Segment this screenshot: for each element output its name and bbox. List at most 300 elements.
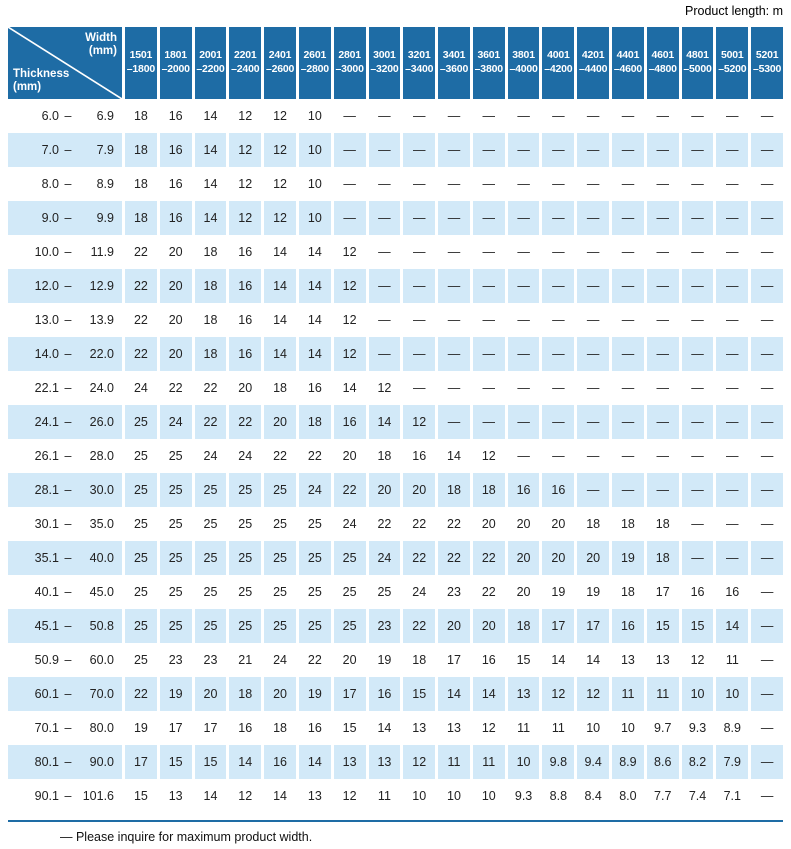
length-value-cell: 19 xyxy=(299,677,331,711)
length-value-cell: 25 xyxy=(125,473,157,507)
length-value-cell: — xyxy=(656,109,669,123)
length-value-cell: 13 xyxy=(168,789,183,803)
thickness-axis-label: Thickness (mm) xyxy=(13,67,70,93)
length-value-cell: — xyxy=(447,313,461,327)
length-value-cell: 16 xyxy=(160,201,192,235)
table-row xyxy=(8,439,783,473)
length-value-cell: 20 xyxy=(542,541,574,575)
length-value-cell: — xyxy=(760,245,774,259)
length-value-cell: 18 xyxy=(125,201,157,235)
length-value-cell: 18 xyxy=(508,609,540,643)
length-value-cell: — xyxy=(647,201,679,235)
length-value-cell: 16 xyxy=(334,405,366,439)
length-value-cell: 14 xyxy=(203,109,218,123)
length-value-cell: — xyxy=(577,405,609,439)
length-value-cell: 12 xyxy=(481,721,496,735)
length-value-cell: 14 xyxy=(229,745,261,779)
length-value-cell: 14 xyxy=(203,789,218,803)
length-value-cell: — xyxy=(726,109,739,123)
length-value-cell: — xyxy=(473,337,505,371)
length-value-cell: 22 xyxy=(447,517,461,531)
width-column-header: 3801 –4000 xyxy=(508,27,540,99)
length-value-cell: 12 xyxy=(342,313,357,327)
length-value-cell: 9.3 xyxy=(514,789,533,803)
length-value-cell: — xyxy=(656,381,669,395)
length-value-cell: 10 xyxy=(716,677,748,711)
length-value-cell: 22 xyxy=(125,337,157,371)
length-value-cell: 10 xyxy=(586,721,601,735)
length-value-cell: — xyxy=(517,245,530,259)
length-value-cell: 12 xyxy=(238,789,253,803)
table-row xyxy=(8,745,783,779)
width-column-header: 3201 –3400 xyxy=(403,27,435,99)
table-row xyxy=(8,711,783,745)
length-value-cell: 18 xyxy=(203,245,218,259)
length-value-cell: 10 xyxy=(299,133,331,167)
length-value-cell: 12 xyxy=(229,133,261,167)
length-value-cell: — xyxy=(552,313,565,327)
length-value-cell: — xyxy=(726,381,739,395)
length-value-cell: 24 xyxy=(160,405,192,439)
length-value-cell: 25 xyxy=(160,541,192,575)
length-value-cell: — xyxy=(586,177,600,191)
length-value-cell: 10 xyxy=(481,789,496,803)
length-value-cell: 22 xyxy=(307,449,322,463)
length-value-cell: — xyxy=(716,201,748,235)
dash-footnote: — Please inquire for maximum product width. xyxy=(60,830,313,844)
length-value-cell: 12 xyxy=(238,109,253,123)
length-value-cell: — xyxy=(378,313,391,327)
length-value-cell: 25 xyxy=(168,585,183,599)
width-column-header: 4601 –4800 xyxy=(647,27,679,99)
width-column-header: 5201 –5300 xyxy=(751,27,783,99)
length-value-cell: — xyxy=(691,245,704,259)
length-value-cell: 24 xyxy=(238,449,253,463)
length-value-cell: 22 xyxy=(377,517,392,531)
length-value-cell: 25 xyxy=(133,653,148,667)
length-value-cell: 16 xyxy=(168,109,183,123)
length-value-cell: — xyxy=(586,245,600,259)
thickness-range: 8.0 – 8.9 xyxy=(41,177,114,191)
length-value-cell: — xyxy=(760,109,774,123)
length-value-cell: 18 xyxy=(438,473,470,507)
length-value-cell: — xyxy=(647,133,679,167)
length-value-cell: 18 xyxy=(412,653,427,667)
length-value-cell: 8.9 xyxy=(612,745,644,779)
length-value-cell: 22 xyxy=(273,449,287,463)
length-value-cell: 24 xyxy=(369,541,401,575)
length-value-cell: 14 xyxy=(307,245,322,259)
length-value-cell: 25 xyxy=(273,517,287,531)
length-value-cell: 17 xyxy=(577,609,609,643)
width-column-header: 2801 –3000 xyxy=(334,27,366,99)
table-row xyxy=(8,507,783,541)
length-value-cell: — xyxy=(751,609,783,643)
table-row xyxy=(8,337,783,371)
length-value-cell: — xyxy=(726,313,739,327)
length-value-cell: — xyxy=(751,677,783,711)
length-value-cell: 25 xyxy=(307,517,322,531)
length-value-cell: — xyxy=(751,541,783,575)
length-value-cell: 13 xyxy=(307,789,322,803)
length-value-cell: 18 xyxy=(133,177,148,191)
length-value-cell: 14 xyxy=(342,381,357,395)
length-value-cell: 12 xyxy=(481,449,496,463)
length-value-cell: 14 xyxy=(369,405,401,439)
length-value-cell: 23 xyxy=(447,585,461,599)
length-value-cell: 20 xyxy=(168,313,183,327)
length-value-cell: 19 xyxy=(133,721,148,735)
length-value-cell: 20 xyxy=(516,517,531,531)
length-value-cell: 12 xyxy=(342,245,357,259)
length-value-cell: 23 xyxy=(369,609,401,643)
length-value-cell: — xyxy=(403,133,435,167)
length-value-cell: 10 xyxy=(682,677,714,711)
length-value-cell: 7.1 xyxy=(723,789,741,803)
length-value-cell: 11 xyxy=(517,721,531,735)
table-row xyxy=(8,609,783,643)
length-value-cell: — xyxy=(378,109,391,123)
width-column-header: 3401 –3600 xyxy=(438,27,470,99)
length-value-cell: — xyxy=(586,109,600,123)
length-value-cell: 16 xyxy=(229,337,261,371)
length-value-cell: 18 xyxy=(195,337,227,371)
length-value-cell: 14 xyxy=(438,677,470,711)
length-value-cell: 9.4 xyxy=(577,745,609,779)
length-value-cell: 13 xyxy=(369,745,401,779)
length-value-cell: 22 xyxy=(133,245,148,259)
length-value-cell: — xyxy=(716,541,748,575)
length-value-cell: — xyxy=(577,133,609,167)
length-value-cell: 12 xyxy=(334,269,366,303)
length-value-cell: — xyxy=(542,337,574,371)
length-value-cell: 17 xyxy=(447,653,461,667)
width-column-header: 3601 –3800 xyxy=(473,27,505,99)
length-value-cell: 14 xyxy=(195,133,227,167)
thickness-range: 22.1 – 24.0 xyxy=(34,381,114,395)
length-value-cell: — xyxy=(552,109,565,123)
length-value-cell: 24 xyxy=(412,585,427,599)
length-value-cell: 25 xyxy=(273,585,287,599)
length-value-cell: — xyxy=(438,405,470,439)
length-value-cell: — xyxy=(716,405,748,439)
length-value-cell: 16 xyxy=(307,721,322,735)
length-value-cell: 16 xyxy=(160,133,192,167)
length-value-cell: — xyxy=(751,405,783,439)
length-value-cell: 16 xyxy=(264,745,296,779)
length-value-cell: 10 xyxy=(508,745,540,779)
length-value-cell: 13 xyxy=(412,721,427,735)
length-value-cell: 22 xyxy=(412,517,427,531)
length-value-cell: 24 xyxy=(133,381,148,395)
length-value-cell: 20 xyxy=(516,585,531,599)
length-value-cell: 24 xyxy=(203,449,218,463)
length-value-cell: — xyxy=(716,473,748,507)
length-value-cell: — xyxy=(656,177,669,191)
length-value-cell: 20 xyxy=(473,609,505,643)
length-value-cell: 22 xyxy=(125,677,157,711)
length-value-cell: — xyxy=(552,449,565,463)
length-value-cell: 22 xyxy=(133,313,148,327)
length-value-cell: — xyxy=(447,245,461,259)
length-value-cell: 13 xyxy=(655,653,670,667)
length-value-cell: 14 xyxy=(273,313,287,327)
length-value-cell: 14 xyxy=(299,269,331,303)
length-value-cell: 14 xyxy=(473,677,505,711)
length-value-cell: 18 xyxy=(620,585,635,599)
length-value-cell: — xyxy=(621,449,635,463)
table-row xyxy=(8,167,783,201)
length-value-cell: — xyxy=(412,313,426,327)
length-value-cell: 13 xyxy=(508,677,540,711)
length-value-cell: 7.9 xyxy=(716,745,748,779)
length-value-cell: 24 xyxy=(273,653,287,667)
length-value-cell: — xyxy=(691,177,704,191)
length-value-cell: — xyxy=(378,245,391,259)
length-value-cell: 12 xyxy=(334,337,366,371)
length-value-cell: — xyxy=(403,201,435,235)
length-value-cell: 11 xyxy=(725,653,739,667)
length-value-cell: 15 xyxy=(133,789,148,803)
length-value-cell: — xyxy=(691,449,704,463)
length-value-cell: — xyxy=(508,337,540,371)
length-value-cell: 25 xyxy=(342,585,357,599)
length-value-cell: — xyxy=(612,405,644,439)
length-value-cell: — xyxy=(716,133,748,167)
thickness-range: 90.1 – 101.6 xyxy=(34,789,114,803)
length-value-cell: 12 xyxy=(577,677,609,711)
product-length-table xyxy=(8,27,783,813)
length-value-cell: — xyxy=(621,245,635,259)
length-value-cell: 18 xyxy=(203,313,218,327)
length-value-cell: — xyxy=(552,245,565,259)
length-value-cell: — xyxy=(621,381,635,395)
length-value-cell: — xyxy=(482,109,496,123)
length-value-cell: 8.2 xyxy=(682,745,714,779)
length-value-cell: 15 xyxy=(342,721,357,735)
length-value-cell: 12 xyxy=(377,381,392,395)
length-value-cell: — xyxy=(542,269,574,303)
length-value-cell: 25 xyxy=(264,609,296,643)
length-value-cell: 14 xyxy=(264,269,296,303)
length-value-cell: 20 xyxy=(160,269,192,303)
length-value-cell: 16 xyxy=(412,449,427,463)
length-value-cell: 19 xyxy=(377,653,392,667)
length-value-cell: 25 xyxy=(334,609,366,643)
length-value-cell: 15 xyxy=(516,653,531,667)
length-value-cell: 25 xyxy=(334,541,366,575)
length-value-cell: — xyxy=(438,337,470,371)
length-value-cell: — xyxy=(542,405,574,439)
length-value-cell: 10 xyxy=(299,201,331,235)
length-value-cell: 17 xyxy=(542,609,574,643)
length-value-cell: 11 xyxy=(438,745,470,779)
length-value-cell: 18 xyxy=(125,133,157,167)
length-value-cell: 25 xyxy=(195,541,227,575)
length-value-cell: 16 xyxy=(238,245,253,259)
width-column-header: 4001 –4200 xyxy=(542,27,574,99)
table-row xyxy=(8,575,783,609)
length-value-cell: — xyxy=(726,449,739,463)
length-value-cell: — xyxy=(612,337,644,371)
table-row xyxy=(8,541,783,575)
width-column-header: 3001 –3200 xyxy=(369,27,401,99)
length-value-cell: 20 xyxy=(160,337,192,371)
length-value-cell: 22 xyxy=(195,405,227,439)
length-value-cell: — xyxy=(647,269,679,303)
length-value-cell: 10 xyxy=(307,177,322,191)
length-value-cell: — xyxy=(656,313,669,327)
length-value-cell: 12 xyxy=(264,133,296,167)
width-column-header: 4801 –5000 xyxy=(682,27,714,99)
table-row xyxy=(8,201,783,235)
length-value-cell: — xyxy=(378,177,391,191)
length-value-cell: — xyxy=(751,745,783,779)
length-value-cell: 14 xyxy=(307,313,322,327)
table-row xyxy=(8,643,783,677)
length-value-cell: 19 xyxy=(160,677,192,711)
length-value-cell: 24 xyxy=(342,517,357,531)
length-value-cell: — xyxy=(647,405,679,439)
length-value-cell: 13 xyxy=(334,745,366,779)
length-value-cell: — xyxy=(751,473,783,507)
length-value-cell: 22 xyxy=(438,541,470,575)
thickness-range: 10.0 – 11.9 xyxy=(34,245,114,259)
length-value-cell: — xyxy=(473,133,505,167)
thickness-range: 12.0 – 12.9 xyxy=(8,269,122,303)
length-value-cell: 12 xyxy=(690,653,705,667)
thickness-range: 14.0 – 22.0 xyxy=(8,337,122,371)
thickness-range: 30.1 – 35.0 xyxy=(34,517,114,531)
length-value-cell: 15 xyxy=(195,745,227,779)
length-value-cell: 17 xyxy=(334,677,366,711)
length-value-cell: — xyxy=(726,245,739,259)
length-value-cell: — xyxy=(412,381,426,395)
length-value-cell: 25 xyxy=(229,541,261,575)
length-value-cell: 22 xyxy=(403,541,435,575)
length-value-cell: — xyxy=(542,201,574,235)
length-value-cell: — xyxy=(517,313,530,327)
length-value-cell: 12 xyxy=(403,405,435,439)
length-value-cell: — xyxy=(482,245,496,259)
thickness-range: 35.1 – 40.0 xyxy=(8,541,122,575)
length-value-cell: 12 xyxy=(273,177,287,191)
length-value-cell: 20 xyxy=(508,541,540,575)
length-value-cell: 9.7 xyxy=(654,721,672,735)
length-value-cell: — xyxy=(647,473,679,507)
length-value-cell: — xyxy=(691,381,704,395)
length-value-cell: — xyxy=(403,337,435,371)
length-value-cell: 8.4 xyxy=(584,789,602,803)
length-value-cell: 10 xyxy=(620,721,635,735)
width-column-header: 1501 –1800 xyxy=(125,27,157,99)
length-value-cell: — xyxy=(760,177,774,191)
length-value-cell: — xyxy=(691,517,704,531)
length-value-cell: 12 xyxy=(238,177,253,191)
width-column-header: 2601 –2800 xyxy=(299,27,331,99)
length-value-cell: — xyxy=(760,381,774,395)
length-value-cell: 14 xyxy=(299,745,331,779)
length-value-cell: 25 xyxy=(229,609,261,643)
length-value-cell: 14 xyxy=(264,337,296,371)
length-value-cell: 20 xyxy=(342,449,357,463)
product-length-unit-note: Product length: m xyxy=(685,4,783,18)
length-value-cell: 22 xyxy=(473,541,505,575)
length-value-cell: — xyxy=(647,337,679,371)
length-value-cell: — xyxy=(508,405,540,439)
length-value-cell: — xyxy=(612,473,644,507)
length-value-cell: 20 xyxy=(438,609,470,643)
length-value-cell: 9.8 xyxy=(542,745,574,779)
length-value-cell: — xyxy=(438,133,470,167)
length-value-cell: 20 xyxy=(168,245,183,259)
length-value-cell: — xyxy=(586,449,600,463)
length-value-cell: — xyxy=(403,269,435,303)
length-value-cell: — xyxy=(473,201,505,235)
length-value-cell: 18 xyxy=(655,517,670,531)
length-value-cell: 19 xyxy=(551,585,566,599)
length-value-cell: — xyxy=(612,269,644,303)
table-row xyxy=(8,235,783,269)
length-value-cell: 25 xyxy=(299,541,331,575)
length-value-cell: 12 xyxy=(342,789,357,803)
length-value-cell: 25 xyxy=(168,449,183,463)
length-value-cell: — xyxy=(577,337,609,371)
length-value-cell: — xyxy=(612,201,644,235)
length-value-cell: 15 xyxy=(403,677,435,711)
length-value-cell: — xyxy=(334,201,366,235)
length-value-cell: 14 xyxy=(551,653,566,667)
length-value-cell: 14 xyxy=(716,609,748,643)
length-value-cell: 18 xyxy=(620,517,635,531)
length-value-cell: — xyxy=(517,449,530,463)
length-value-cell: — xyxy=(751,133,783,167)
length-value-cell: 14 xyxy=(586,653,601,667)
table-row xyxy=(8,405,783,439)
length-value-cell: 15 xyxy=(160,745,192,779)
length-value-cell: 19 xyxy=(586,585,601,599)
table-header-row xyxy=(8,27,783,99)
length-value-cell: 25 xyxy=(125,541,157,575)
length-value-cell: 25 xyxy=(125,609,157,643)
length-value-cell: — xyxy=(726,517,739,531)
length-value-cell: 10 xyxy=(447,789,461,803)
length-value-cell: 20 xyxy=(342,653,357,667)
length-value-cell: 25 xyxy=(133,585,148,599)
length-value-cell: — xyxy=(682,473,714,507)
length-value-cell: 20 xyxy=(577,541,609,575)
length-value-cell: — xyxy=(656,245,669,259)
length-value-cell: — xyxy=(751,337,783,371)
thickness-range: 28.1 – 30.0 xyxy=(8,473,122,507)
length-value-cell: — xyxy=(412,245,426,259)
length-value-cell: 25 xyxy=(229,473,261,507)
length-value-cell: 25 xyxy=(203,585,218,599)
length-value-cell: — xyxy=(577,269,609,303)
length-value-cell: 18 xyxy=(195,269,227,303)
thickness-range: 9.0 – 9.9 xyxy=(8,201,122,235)
length-value-cell: 18 xyxy=(273,721,287,735)
length-value-cell: — xyxy=(482,177,496,191)
width-column-header: 2001 –2200 xyxy=(195,27,227,99)
length-value-cell: — xyxy=(473,269,505,303)
length-value-cell: — xyxy=(760,585,774,599)
table-row xyxy=(8,677,783,711)
length-value-cell: — xyxy=(412,109,426,123)
length-value-cell: 25 xyxy=(133,517,148,531)
length-value-cell: — xyxy=(473,405,505,439)
width-column-header: 2401 –2600 xyxy=(264,27,296,99)
